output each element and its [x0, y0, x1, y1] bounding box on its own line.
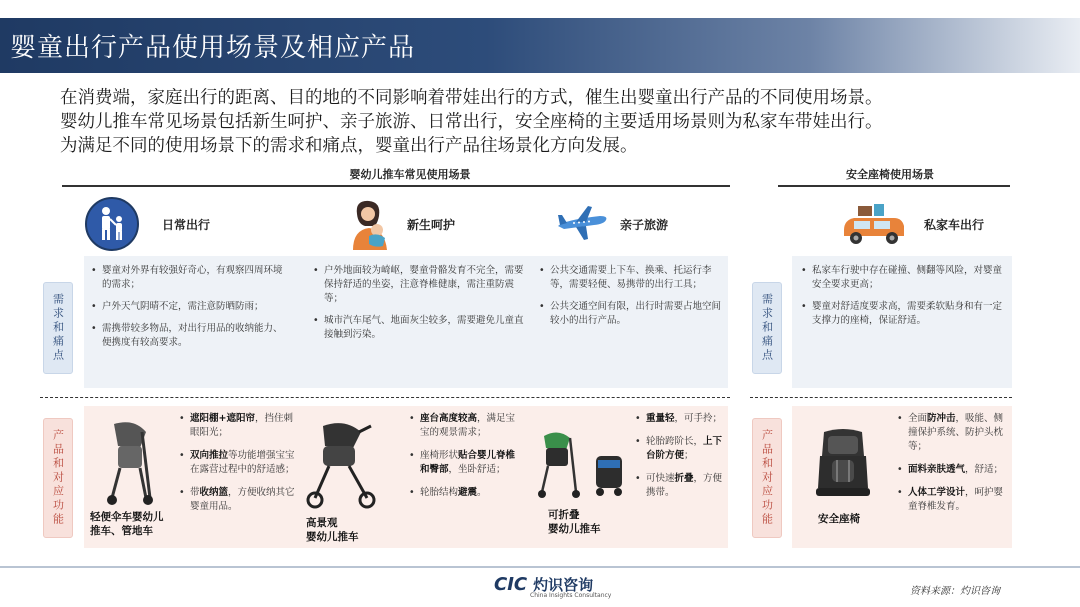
list-item: • 带收纳篮，方便收纳其它婴童用品。: [178, 486, 296, 514]
intro-line: 为满足不同的使用场景下的需求和痛点，婴童出行产品往场景化方向发展。: [60, 136, 638, 156]
title-bar: [0, 18, 1080, 73]
needs-tag-right: 需求和痛点: [752, 282, 782, 374]
car-seat-icon: [810, 426, 876, 502]
pedestrian-sign-icon: [84, 196, 140, 252]
features-list-folding: [634, 412, 724, 509]
scene-daily: [84, 196, 210, 252]
scene-label: 新生呵护: [407, 217, 456, 232]
seat-header-line: [778, 185, 1010, 187]
features-list-high-view: [408, 412, 518, 509]
product-name: 可折叠 婴幼儿推车: [548, 509, 601, 535]
footer-divider: [0, 566, 1080, 568]
products-tag-right: 产品和对应功能: [752, 418, 782, 538]
seat-section-header: 安全座椅使用场景: [846, 168, 934, 181]
list-item: • 私家车行驶中存在碰撞、侧翻等风险，对婴童安全要求更高；: [800, 264, 1005, 292]
product-name: 安全座椅: [818, 513, 860, 525]
needs-list-newborn: [312, 264, 524, 350]
source-note: 资料来源：灼识咨询: [910, 586, 1000, 597]
list-item: • 遮阳棚+遮阳帘，挡住刺眼阳光；: [178, 412, 296, 440]
needs-tag-left: 需求和痛点: [43, 282, 73, 374]
car-icon: [838, 196, 910, 252]
logo-text: 灼识咨询: [533, 576, 594, 594]
scene-car: [838, 196, 984, 252]
product-name: 轻便伞车婴幼儿 推车、管地车: [90, 511, 164, 537]
umbrella-stroller-icon: [100, 418, 166, 508]
list-item: • 面料亲肤透气，舒适；: [896, 463, 1008, 477]
needs-list-daily: [90, 264, 290, 358]
section-divider: [750, 397, 1012, 398]
list-item: • 双向推拉等功能增强宝宝在露营过程中的舒适感；: [178, 449, 296, 477]
scene-label: 日常出行: [162, 217, 211, 232]
stroller-section-header: 婴幼儿推车常见使用场景: [349, 168, 471, 181]
scene-travel: [554, 196, 668, 252]
needs-list-travel: [538, 264, 728, 336]
list-item: • 户外地面较为崎岖，婴童骨骼发育不完全，需要保持舒适的坐姿，注意脊椎健康，需注重防震等；: [312, 264, 524, 306]
list-item: • 婴童对舒适度要求高，需要柔软贴身和有一定支撑力的座椅，保证舒适。: [800, 300, 1005, 328]
list-item: • 公共交通需要上下车、换乘、托运行李等，需要轻便、易携带的出行工具；: [538, 264, 728, 292]
list-item: • 城市汽车尾气、地面灰尘较多，需要避免儿童直接触到污染。: [312, 314, 524, 342]
intro-line: 婴幼儿推车常见场景包括新生呵护、亲子旅游、日常出行，安全座椅的主要适用场景则为私家车带娃出行。: [60, 112, 883, 132]
mother-baby-icon: [345, 196, 397, 252]
list-item: • 婴童对外界有较强好奇心，有观察四周环境的需求；: [90, 264, 290, 292]
needs-list-car: [800, 264, 1005, 336]
intro-line: 在消费端，家庭出行的距离、目的地的不同影响着带娃出行的方式，催生出婴童出行产品的不同使用场景。: [60, 88, 883, 108]
stroller-header-line: [62, 185, 730, 187]
airplane-icon: [554, 196, 610, 252]
section-divider: [40, 397, 730, 398]
list-item: • 可快速折叠，方便携带。: [634, 472, 724, 500]
list-item: • 轮胎结构避震。: [408, 486, 518, 500]
page-title: 婴童出行产品使用场景及相应产品: [10, 33, 416, 63]
list-item: • 座椅形状贴合婴儿脊椎和臀部，坐卧舒适；: [408, 449, 518, 477]
folding-stroller-icon: [536, 426, 632, 504]
products-tag-left: 产品和对应功能: [43, 418, 73, 538]
product-name: 高景观 婴幼儿推车: [306, 517, 359, 543]
scene-label: 私家车出行: [924, 217, 985, 232]
logo-subtext: China Insights Consultancy: [530, 592, 612, 599]
list-item: • 全面防冲击，吸能、侧撞保护系统、防护头枕等；: [896, 412, 1008, 454]
features-list-umbrella: [178, 412, 296, 523]
list-item: • 户外天气阴晴不定，需注意防晒防雨；: [90, 300, 290, 314]
high-view-stroller-icon: [305, 418, 385, 510]
list-item: • 公共交通空间有限，出行时需要占地空间较小的出行产品。: [538, 300, 728, 328]
intro-paragraph: [60, 86, 1060, 158]
scene-newborn: [345, 196, 455, 252]
list-item: • 轮胎跨阶长，上下台阶方便；: [634, 435, 724, 463]
list-item: • 人体工学设计，呵护婴童脊椎发育。: [896, 486, 1008, 514]
list-item: • 需携带较多物品，对出行用品的收纳能力、便携度有较高要求。: [90, 322, 290, 350]
scene-label: 亲子旅游: [620, 217, 669, 232]
list-item: • 重量轻，可手拎；: [634, 412, 724, 426]
list-item: • 座台高度较高，满足宝宝的观景需求；: [408, 412, 518, 440]
features-list-car-seat: [896, 412, 1008, 523]
logo-mark: CIC: [494, 574, 528, 595]
